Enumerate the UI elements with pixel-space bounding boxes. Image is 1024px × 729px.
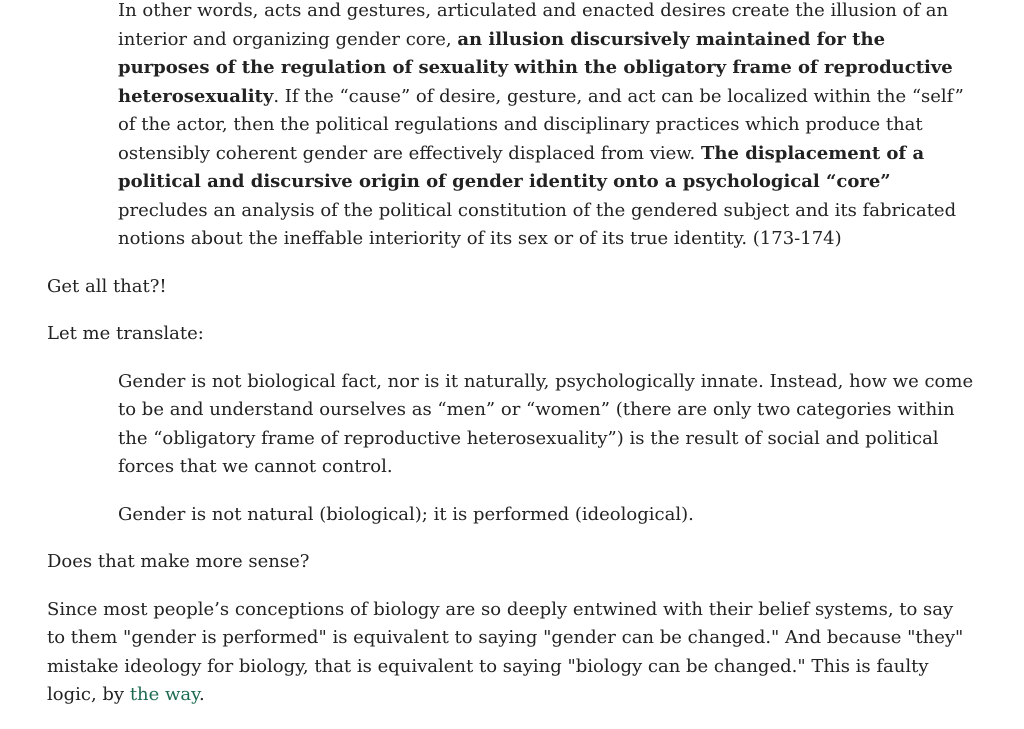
article-body — [47, 0, 974, 729]
quote-emphasis: an illusion discursively maintained for the purposes of the regulation of sexuality within the obligatory frame of reproductive heterosexuality — [118, 28, 953, 107]
paragraph-get-all: Get all that?! — [47, 275, 167, 297]
paragraph-translate: Let me translate: — [47, 323, 204, 344]
butler-quote — [118, 0, 978, 254]
translation-summary: Gender is not natural (biological); it is performed (ideological). — [118, 503, 694, 525]
paragraph-final — [47, 596, 967, 710]
final-text: Since most people’s conceptions of biology are so deeply entwined with their belief systems, to say to them "gender is performed" is equivalent to saying "gender can be changed." And because "they" mistake ideology for biology, that is equivalent to saying "biology can be changed." This is faulty logic, by — [47, 598, 964, 705]
final-period: . — [198, 684, 205, 705]
translation-quote — [118, 368, 978, 530]
quote-paragraph — [118, 0, 978, 254]
translation-paragraph: Gender is not biological fact, nor is it naturally, psychologically innate. Instead, how we come to be and understand ourselves as “men” or “women” (there are only two categories within the “obligatory frame of reproductive heterosexuality”) is the result of social and political forces that we cannot control. — [118, 370, 974, 477]
paragraph-sense: Does that make more sense? — [47, 551, 310, 572]
quote-text: . If the “cause” of desire, gesture, and act can be localized within the “self” of the actor, then the political regulations and disciplinary practices which produce that ostensibly coherent gender are effectively displaced from view. — [118, 85, 964, 164]
the-way-link[interactable]: the way — [129, 684, 199, 705]
quote-emphasis: The displacement of a political and discursive origin of gender identity onto a psychological “core” — [118, 142, 925, 192]
quote-text: In other words, acts and gestures, articulated and enacted desires create the illusion of an interior and organizing gender core, — [118, 0, 949, 50]
quote-text: precludes an analysis of the political constitution of the gendered subject and its fabricated notions about the ineffable interiority of its sex or of its true identity. (173-174) — [118, 199, 957, 249]
